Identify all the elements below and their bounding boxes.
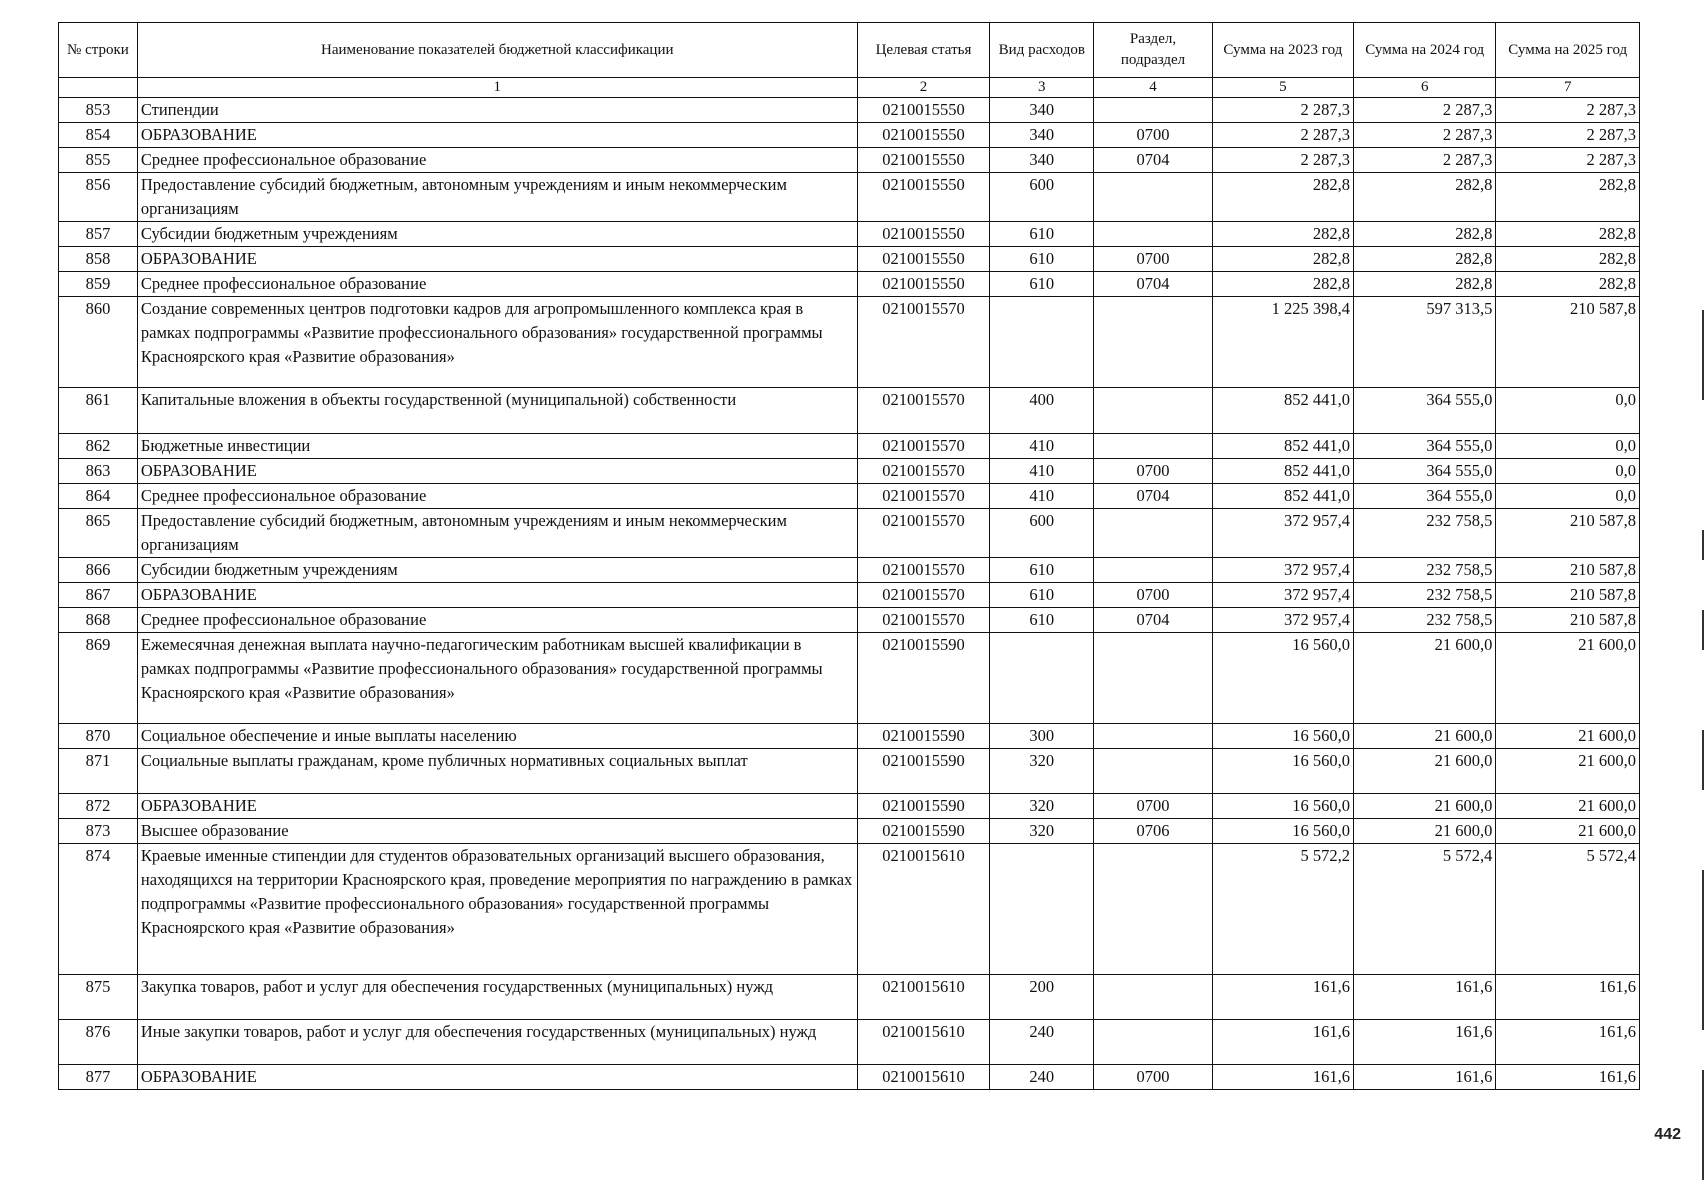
table-row [59, 509, 1640, 558]
section-cell [1094, 98, 1212, 123]
table-row [59, 558, 1640, 583]
sum-2025-cell: 282,8 [1496, 173, 1640, 222]
column-number: 1 [137, 78, 857, 98]
sum-2023-cell: 2 287,3 [1212, 148, 1353, 173]
row-number-cell: 871 [59, 749, 138, 794]
row-number-cell: 867 [59, 583, 138, 608]
column-number: 2 [857, 78, 990, 98]
expense-type-cell: 410 [990, 459, 1094, 484]
sum-2024-cell: 21 600,0 [1354, 794, 1496, 819]
expense-type-cell [990, 844, 1094, 975]
sum-2024-cell: 232 758,5 [1354, 509, 1496, 558]
row-number-cell: 872 [59, 794, 138, 819]
section-cell: 0700 [1094, 1065, 1212, 1090]
target-article-cell: 0210015550 [857, 272, 990, 297]
table-row [59, 459, 1640, 484]
section-cell: 0704 [1094, 608, 1212, 633]
row-number-cell: 853 [59, 98, 138, 123]
target-article-cell: 0210015590 [857, 819, 990, 844]
section-cell: 0706 [1094, 819, 1212, 844]
section-cell [1094, 1020, 1212, 1065]
sum-2025-cell: 161,6 [1496, 1065, 1640, 1090]
sum-2023-cell: 1 225 398,4 [1212, 297, 1353, 388]
sum-2023-cell: 16 560,0 [1212, 749, 1353, 794]
row-number-cell: 864 [59, 484, 138, 509]
section-cell [1094, 434, 1212, 459]
sum-2024-cell: 282,8 [1354, 222, 1496, 247]
sum-2025-cell: 21 600,0 [1496, 724, 1640, 749]
target-article-cell: 0210015570 [857, 484, 990, 509]
row-name-cell: Субсидии бюджетным учреждениям [137, 222, 857, 247]
expense-type-cell: 300 [990, 724, 1094, 749]
section-cell [1094, 297, 1212, 388]
target-article-cell: 0210015570 [857, 509, 990, 558]
target-article-cell: 0210015570 [857, 558, 990, 583]
target-article-cell: 0210015570 [857, 608, 990, 633]
sum-2023-cell: 372 957,4 [1212, 608, 1353, 633]
header-sum-2023: Сумма на 2023 год [1212, 23, 1353, 78]
page-number: 442 [1654, 1126, 1681, 1143]
target-article-cell: 0210015550 [857, 123, 990, 148]
sum-2024-cell: 232 758,5 [1354, 583, 1496, 608]
sum-2024-cell: 282,8 [1354, 247, 1496, 272]
row-number-cell: 854 [59, 123, 138, 148]
expense-type-cell: 200 [990, 975, 1094, 1020]
section-cell: 0704 [1094, 148, 1212, 173]
sum-2025-cell: 0,0 [1496, 484, 1640, 509]
expense-type-cell: 610 [990, 272, 1094, 297]
expense-type-cell: 610 [990, 222, 1094, 247]
sum-2024-cell: 364 555,0 [1354, 484, 1496, 509]
section-cell: 0700 [1094, 583, 1212, 608]
expense-type-cell: 320 [990, 819, 1094, 844]
section-cell [1094, 173, 1212, 222]
sum-2024-cell: 161,6 [1354, 1020, 1496, 1065]
row-name-cell: ОБРАЗОВАНИЕ [137, 1065, 857, 1090]
table-row [59, 173, 1640, 222]
target-article-cell: 0210015610 [857, 1020, 990, 1065]
row-number-cell: 874 [59, 844, 138, 975]
target-article-cell: 0210015590 [857, 633, 990, 724]
row-name-cell: Стипендии [137, 98, 857, 123]
table-row [59, 608, 1640, 633]
sum-2024-cell: 2 287,3 [1354, 123, 1496, 148]
sum-2024-cell: 282,8 [1354, 272, 1496, 297]
sum-2023-cell: 5 572,2 [1212, 844, 1353, 975]
sum-2023-cell: 2 287,3 [1212, 123, 1353, 148]
sum-2023-cell: 852 441,0 [1212, 484, 1353, 509]
target-article-cell: 0210015570 [857, 297, 990, 388]
row-name-cell: ОБРАЗОВАНИЕ [137, 247, 857, 272]
sum-2023-cell: 16 560,0 [1212, 724, 1353, 749]
row-name-cell: Среднее профессиональное образование [137, 608, 857, 633]
row-name-cell: Высшее образование [137, 819, 857, 844]
expense-type-cell [990, 633, 1094, 724]
sum-2024-cell: 364 555,0 [1354, 434, 1496, 459]
row-number-cell: 869 [59, 633, 138, 724]
header-sum-2024: Сумма на 2024 год [1354, 23, 1496, 78]
row-name-cell: ОБРАЗОВАНИЕ [137, 459, 857, 484]
section-cell [1094, 222, 1212, 247]
row-number-cell: 861 [59, 388, 138, 434]
column-number: 4 [1094, 78, 1212, 98]
expense-type-cell: 410 [990, 434, 1094, 459]
table-row [59, 1020, 1640, 1065]
sum-2025-cell: 2 287,3 [1496, 148, 1640, 173]
section-cell [1094, 844, 1212, 975]
expense-type-cell [990, 297, 1094, 388]
row-number-cell: 876 [59, 1020, 138, 1065]
target-article-cell: 0210015570 [857, 388, 990, 434]
expense-type-cell: 400 [990, 388, 1094, 434]
row-name-cell: Ежемесячная денежная выплата научно-педагогическим работникам высшей квалификации в рамках подпрограммы «Развитие профессионального образования» государственной программы Красноярского края «Развитие образования» [137, 633, 857, 724]
target-article-cell: 0210015610 [857, 1065, 990, 1090]
table-row [59, 975, 1640, 1020]
sum-2025-cell: 161,6 [1496, 975, 1640, 1020]
sum-2025-cell: 5 572,4 [1496, 844, 1640, 975]
target-article-cell: 0210015610 [857, 844, 990, 975]
sum-2023-cell: 16 560,0 [1212, 633, 1353, 724]
sum-2025-cell: 282,8 [1496, 222, 1640, 247]
target-article-cell: 0210015550 [857, 173, 990, 222]
expense-type-cell: 240 [990, 1065, 1094, 1090]
sum-2025-cell: 0,0 [1496, 434, 1640, 459]
scan-edge-marks [1701, 310, 1705, 1190]
table-row [59, 434, 1640, 459]
sum-2024-cell: 232 758,5 [1354, 608, 1496, 633]
table-row [59, 844, 1640, 975]
row-number-cell: 873 [59, 819, 138, 844]
sum-2025-cell: 2 287,3 [1496, 123, 1640, 148]
expense-type-cell: 610 [990, 558, 1094, 583]
expense-type-cell: 610 [990, 608, 1094, 633]
sum-2024-cell: 2 287,3 [1354, 148, 1496, 173]
sum-2025-cell: 0,0 [1496, 459, 1640, 484]
row-name-cell: Краевые именные стипендии для студентов образовательных организаций высшего образования, находящихся на территории Красноярского края, проведение мероприятия по награждению в рамках подпрограммы «Развитие профессионального образования» государственной программы Красноярского края «Развитие образования» [137, 844, 857, 975]
column-number-row [59, 78, 1640, 98]
sum-2024-cell: 161,6 [1354, 1065, 1496, 1090]
row-number-cell: 860 [59, 297, 138, 388]
table-row [59, 633, 1640, 724]
expense-type-cell: 600 [990, 509, 1094, 558]
target-article-cell: 0210015570 [857, 459, 990, 484]
sum-2023-cell: 372 957,4 [1212, 558, 1353, 583]
section-cell [1094, 975, 1212, 1020]
sum-2024-cell: 161,6 [1354, 975, 1496, 1020]
table-row [59, 123, 1640, 148]
sum-2023-cell: 282,8 [1212, 247, 1353, 272]
table-row [59, 388, 1640, 434]
target-article-cell: 0210015610 [857, 975, 990, 1020]
row-number-cell: 857 [59, 222, 138, 247]
table-body [59, 98, 1640, 1090]
section-cell [1094, 724, 1212, 749]
sum-2023-cell: 161,6 [1212, 975, 1353, 1020]
sum-2023-cell: 161,6 [1212, 1020, 1353, 1065]
sum-2023-cell: 372 957,4 [1212, 583, 1353, 608]
sum-2024-cell: 21 600,0 [1354, 633, 1496, 724]
row-name-cell: Социальные выплаты гражданам, кроме публичных нормативных социальных выплат [137, 749, 857, 794]
row-number-cell: 870 [59, 724, 138, 749]
sum-2024-cell: 2 287,3 [1354, 98, 1496, 123]
header-expense-type: Вид расходов [990, 23, 1094, 78]
column-number [59, 78, 138, 98]
table-row [59, 724, 1640, 749]
sum-2024-cell: 597 313,5 [1354, 297, 1496, 388]
column-number: 3 [990, 78, 1094, 98]
sum-2025-cell: 0,0 [1496, 388, 1640, 434]
sum-2023-cell: 852 441,0 [1212, 388, 1353, 434]
section-cell: 0700 [1094, 123, 1212, 148]
expense-type-cell: 610 [990, 583, 1094, 608]
sum-2024-cell: 364 555,0 [1354, 459, 1496, 484]
table-row [59, 98, 1640, 123]
header-name: Наименование показателей бюджетной классификации [137, 23, 857, 78]
section-cell: 0704 [1094, 272, 1212, 297]
expense-type-cell: 600 [990, 173, 1094, 222]
row-number-cell: 858 [59, 247, 138, 272]
sum-2025-cell: 210 587,8 [1496, 608, 1640, 633]
table-row [59, 148, 1640, 173]
sum-2025-cell: 210 587,8 [1496, 583, 1640, 608]
budget-table [58, 22, 1640, 1090]
expense-type-cell: 240 [990, 1020, 1094, 1065]
target-article-cell: 0210015570 [857, 434, 990, 459]
sum-2025-cell: 282,8 [1496, 272, 1640, 297]
expense-type-cell: 610 [990, 247, 1094, 272]
row-name-cell: ОБРАЗОВАНИЕ [137, 794, 857, 819]
section-cell [1094, 509, 1212, 558]
row-number-cell: 868 [59, 608, 138, 633]
sum-2024-cell: 21 600,0 [1354, 749, 1496, 794]
section-cell: 0700 [1094, 247, 1212, 272]
row-name-cell: Среднее профессиональное образование [137, 484, 857, 509]
table-row [59, 583, 1640, 608]
sum-2025-cell: 210 587,8 [1496, 297, 1640, 388]
target-article-cell: 0210015570 [857, 583, 990, 608]
sum-2024-cell: 282,8 [1354, 173, 1496, 222]
expense-type-cell: 320 [990, 794, 1094, 819]
header-section: Раздел, подраздел [1094, 23, 1212, 78]
section-cell: 0700 [1094, 794, 1212, 819]
expense-type-cell: 320 [990, 749, 1094, 794]
sum-2025-cell: 21 600,0 [1496, 819, 1640, 844]
sum-2023-cell: 282,8 [1212, 173, 1353, 222]
sum-2023-cell: 852 441,0 [1212, 459, 1353, 484]
table-row [59, 222, 1640, 247]
header-row [59, 23, 1640, 78]
row-name-cell: Капитальные вложения в объекты государственной (муниципальной) собственности [137, 388, 857, 434]
table-row [59, 247, 1640, 272]
sum-2025-cell: 210 587,8 [1496, 509, 1640, 558]
expense-type-cell: 410 [990, 484, 1094, 509]
sum-2025-cell: 2 287,3 [1496, 98, 1640, 123]
row-name-cell: Среднее профессиональное образование [137, 272, 857, 297]
table-row [59, 1065, 1640, 1090]
section-cell [1094, 633, 1212, 724]
sum-2024-cell: 21 600,0 [1354, 819, 1496, 844]
sum-2023-cell: 161,6 [1212, 1065, 1353, 1090]
row-number-cell: 866 [59, 558, 138, 583]
section-cell: 0704 [1094, 484, 1212, 509]
expense-type-cell: 340 [990, 148, 1094, 173]
sum-2023-cell: 16 560,0 [1212, 819, 1353, 844]
target-article-cell: 0210015550 [857, 148, 990, 173]
row-name-cell: Создание современных центров подготовки кадров для агропромышленного комплекса края в рамках подпрограммы «Развитие профессионального образования» государственной программы Красноярского края «Развитие образования» [137, 297, 857, 388]
target-article-cell: 0210015550 [857, 222, 990, 247]
row-name-cell: Предоставление субсидий бюджетным, автономным учреждениям и иным некоммерческим организациям [137, 509, 857, 558]
row-number-cell: 875 [59, 975, 138, 1020]
sum-2025-cell: 282,8 [1496, 247, 1640, 272]
section-cell [1094, 388, 1212, 434]
row-name-cell: Закупка товаров, работ и услуг для обеспечения государственных (муниципальных) нужд [137, 975, 857, 1020]
row-name-cell: Бюджетные инвестиции [137, 434, 857, 459]
column-number: 6 [1354, 78, 1496, 98]
target-article-cell: 0210015590 [857, 794, 990, 819]
sum-2023-cell: 282,8 [1212, 222, 1353, 247]
expense-type-cell: 340 [990, 98, 1094, 123]
row-name-cell: Предоставление субсидий бюджетным, автономным учреждениям и иным некоммерческим организациям [137, 173, 857, 222]
table-row [59, 484, 1640, 509]
row-name-cell: Среднее профессиональное образование [137, 148, 857, 173]
header-row-number: № строки [59, 23, 138, 78]
row-number-cell: 855 [59, 148, 138, 173]
sum-2023-cell: 16 560,0 [1212, 794, 1353, 819]
sum-2025-cell: 161,6 [1496, 1020, 1640, 1065]
sum-2025-cell: 210 587,8 [1496, 558, 1640, 583]
row-number-cell: 856 [59, 173, 138, 222]
sum-2023-cell: 852 441,0 [1212, 434, 1353, 459]
row-name-cell: Субсидии бюджетным учреждениям [137, 558, 857, 583]
row-name-cell: ОБРАЗОВАНИЕ [137, 583, 857, 608]
sum-2023-cell: 282,8 [1212, 272, 1353, 297]
row-name-cell: Иные закупки товаров, работ и услуг для обеспечения государственных (муниципальных) нужд [137, 1020, 857, 1065]
table-row [59, 794, 1640, 819]
target-article-cell: 0210015590 [857, 749, 990, 794]
sum-2025-cell: 21 600,0 [1496, 794, 1640, 819]
target-article-cell: 0210015550 [857, 247, 990, 272]
expense-type-cell: 340 [990, 123, 1094, 148]
row-number-cell: 859 [59, 272, 138, 297]
row-number-cell: 863 [59, 459, 138, 484]
target-article-cell: 0210015590 [857, 724, 990, 749]
table-row [59, 272, 1640, 297]
row-name-cell: Социальное обеспечение и иные выплаты населению [137, 724, 857, 749]
header-sum-2025: Сумма на 2025 год [1496, 23, 1640, 78]
column-number: 5 [1212, 78, 1353, 98]
table-row [59, 819, 1640, 844]
sum-2024-cell: 21 600,0 [1354, 724, 1496, 749]
sum-2024-cell: 364 555,0 [1354, 388, 1496, 434]
row-number-cell: 865 [59, 509, 138, 558]
sum-2023-cell: 372 957,4 [1212, 509, 1353, 558]
sum-2023-cell: 2 287,3 [1212, 98, 1353, 123]
row-name-cell: ОБРАЗОВАНИЕ [137, 123, 857, 148]
sum-2025-cell: 21 600,0 [1496, 633, 1640, 724]
table-row [59, 749, 1640, 794]
section-cell [1094, 749, 1212, 794]
sum-2025-cell: 21 600,0 [1496, 749, 1640, 794]
table-row [59, 297, 1640, 388]
target-article-cell: 0210015550 [857, 98, 990, 123]
sum-2024-cell: 5 572,4 [1354, 844, 1496, 975]
header-target-article: Целевая статья [857, 23, 990, 78]
row-number-cell: 877 [59, 1065, 138, 1090]
section-cell: 0700 [1094, 459, 1212, 484]
section-cell [1094, 558, 1212, 583]
sum-2024-cell: 232 758,5 [1354, 558, 1496, 583]
row-number-cell: 862 [59, 434, 138, 459]
column-number: 7 [1496, 78, 1640, 98]
